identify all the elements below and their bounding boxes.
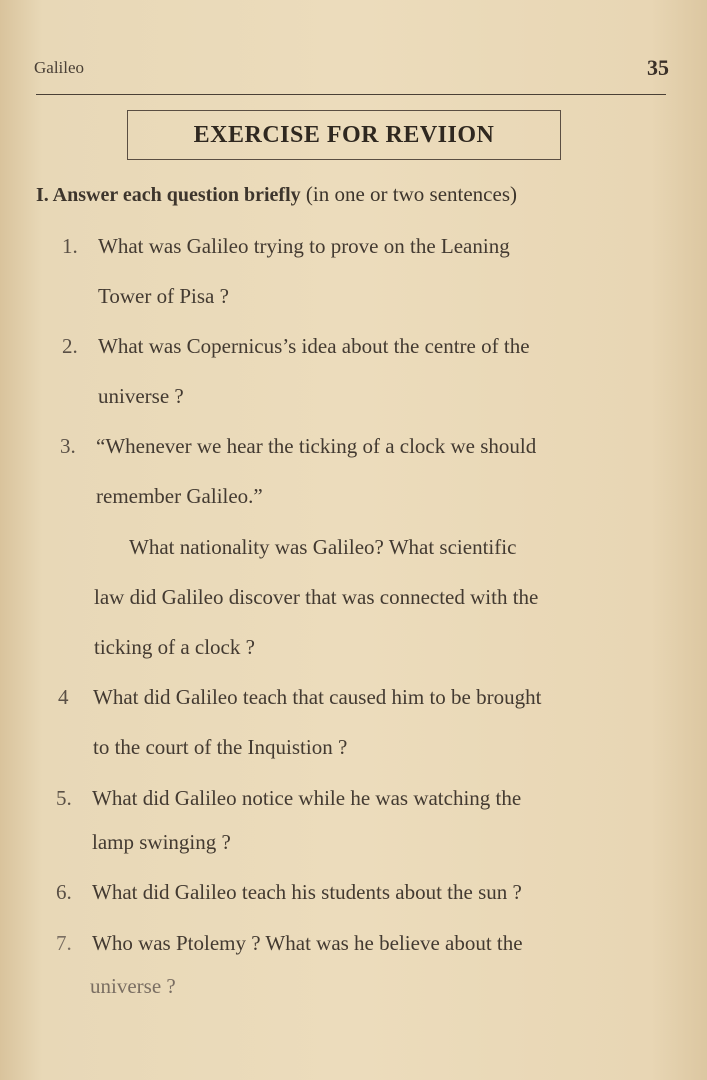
question-number-3: 3. <box>60 434 76 458</box>
question-3-line-2: remember Galileo.” <box>96 484 263 508</box>
question-4-line-1: What did Galileo teach that caused him to be brought <box>93 685 542 709</box>
question-7-line-1: Who was Ptolemy ? What was he believe about the <box>92 931 523 955</box>
question-number-2: 2. <box>62 334 78 358</box>
question-2-line-1: What was Copernicus’s idea about the centre of the <box>98 334 530 358</box>
question-6-line-1: What did Galileo teach his students about the sun ? <box>92 880 522 904</box>
question-number-1: 1. <box>62 234 78 258</box>
exercise-title: EXERCISE FOR REVIION <box>193 121 495 148</box>
exercise-title-box <box>127 110 561 160</box>
question-number-4: 4 <box>58 685 69 709</box>
question-3-line-3: What nationality was Galileo? What scientific <box>129 535 517 559</box>
question-5-line-2: lamp swinging ? <box>92 830 231 854</box>
question-2-line-2: universe ? <box>98 384 184 408</box>
question-number-5: 5. <box>56 786 72 810</box>
question-number-7: 7. <box>56 931 72 955</box>
question-3-line-4: law did Galileo discover that was connected with the <box>94 585 539 609</box>
question-7-line-2: universe ? <box>90 974 176 998</box>
question-number-6: 6. <box>56 880 72 904</box>
section-label: I. Answer each question briefly <box>36 184 301 206</box>
section-heading <box>36 182 517 207</box>
page-number: 35 <box>647 55 669 80</box>
question-1-line-1: What was Galileo trying to prove on the Leaning <box>98 234 510 258</box>
header-rule <box>36 94 666 95</box>
running-header-chapter: Galileo <box>34 58 85 77</box>
section-note: (in one or two sentences) <box>305 182 517 206</box>
question-3-line-1: “Whenever we hear the ticking of a clock we should <box>96 434 537 458</box>
question-1-line-2: Tower of Pisa ? <box>98 284 229 308</box>
question-4-line-2: to the court of the Inquistion ? <box>93 735 348 759</box>
question-5-line-1: What did Galileo notice while he was watching the <box>92 786 522 810</box>
question-3-line-5: ticking of a clock ? <box>94 635 255 659</box>
